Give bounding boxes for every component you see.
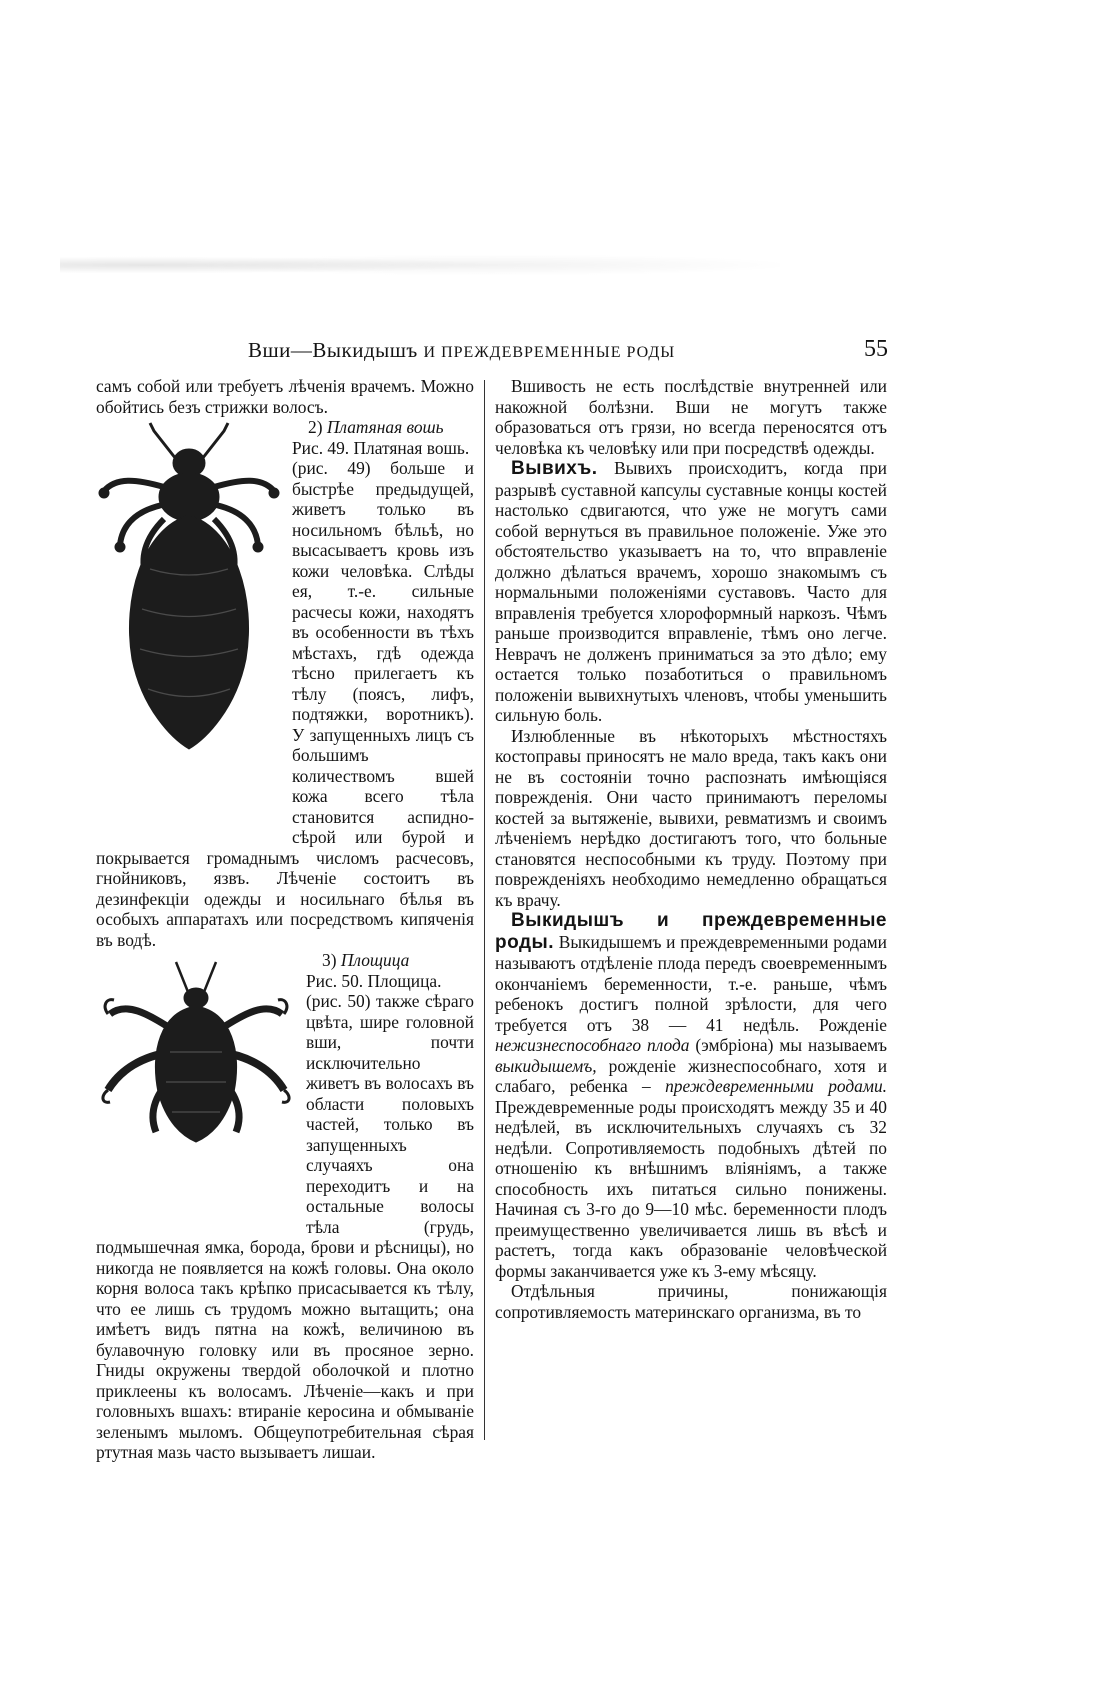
term-miscarriage: выкидышемъ, — [495, 1055, 597, 1076]
figure-50 — [96, 952, 296, 1218]
header-title — [248, 338, 675, 363]
miscarriage-text-a: Выкидышемъ и преждевременными родами называютъ отдѣленіе плода передъ своевременнымъ окончаніемъ беременности, т.-е. раньше, чѣмъ ребенокъ достигъ полной зрѣлости, для чего требуется отъ 38 — 41 недѣль. Рожденіе — [495, 931, 887, 1035]
item-number: 3) — [322, 950, 337, 970]
page-number: 55 — [864, 336, 888, 362]
figure-49 — [96, 419, 282, 839]
left-column — [96, 376, 474, 1463]
miscarriage-text-c: рожденіе жизнеспособнаго, хотя и слабаго, ребенка – — [495, 1055, 887, 1096]
paragraph: Излюбленные въ нѣкоторыхъ мѣстностяхъ костоправы приносятъ не мало вреда, такъ какъ они не въ состояніи точно распознать имѣющіяся поврежденія. Они часто принимаютъ переломы костей за вытяженіе, вывихи, ревматизмъ и своимъ лѣченіемъ нерѣдко достигаютъ того, что больные становятся неспособными къ труду. Поэтому при поврежденіяхъ необходимо немедленно обращаться къ врачу. — [495, 725, 887, 910]
dislocation-text: Вывихъ происходитъ, когда при разрывѣ суставной капсулы суставные концы костей настолько сдвигаются, что уже не могутъ сами собой вернуться въ правильное положеніе. Уже это обстоятельство указываетъ на то, что вправленіе должно дѣлаться врачемъ, хорошо знакомымъ съ нормальными положеніями суставовъ. Часто для вправленія требуется хлороформный наркозъ. Чѣмъ раньше производится вправленіе, тѣмъ оно легче. Неврачъ не долженъ приниматься за это дѣло; ему остается только позаботиться о правильномъ положеніи вывихнутыхъ членовъ, чтобы уменьшить сильную боль. — [495, 458, 887, 725]
header-title-main: Вши—Выкидышъ — [248, 338, 418, 362]
paragraph-crab-louse — [96, 950, 474, 971]
paragraph-body-louse — [96, 417, 474, 438]
running-header — [248, 338, 888, 370]
right-column — [495, 376, 887, 1322]
paragraph: Отдѣльныя причины, понижающія сопротивляемость материнскаго организма, въ то — [495, 1281, 887, 1322]
paragraph: Вшивость не есть послѣдствіе внутренней или накожной болѣзни. Вши не могутъ также образоваться отъ грязи, но всегда переносятся отъ человѣка къ человѣку или при посредствѣ одежды. — [495, 376, 887, 458]
miscarriage-text-b: (эмбріона) мы называемъ — [695, 1035, 887, 1055]
term-premature-birth: преждевременными родами. — [665, 1076, 887, 1096]
item-number: 2) — [308, 417, 323, 437]
section-heading-dislocation: Вывихъ. — [511, 458, 598, 479]
figure-49-caption: Рис. 49. Платяная вошь. — [292, 437, 470, 458]
body-louse-illustration — [96, 419, 282, 779]
column-divider — [484, 380, 485, 1440]
section-heading-miscarriage: Выкидышъ и преждевременные роды. — [495, 910, 887, 953]
term-crab-louse: Площица — [340, 950, 410, 970]
figure-50-caption: Рис. 50. Площица. — [306, 970, 442, 991]
paragraph-dislocation — [495, 458, 887, 726]
paragraph-miscarriage — [495, 910, 887, 1281]
header-title-sub: И ПРЕЖДЕВРЕМЕННЫЕ РОДЫ — [423, 344, 676, 361]
term-body-louse: Платяная вошь — [326, 417, 444, 437]
crab-louse-text: (рис. 50) также сѣраго цвѣта, шире головной вши, почти исключительно живетъ въ волосахъ въ области половыхъ частей, только въ запущенныхъ случаяхъ она переходитъ и на остальные волосы тѣла (грудь, подмышечная ямка, борода, брови и рѣсницы), но никогда не появляется на кожѣ головы. Она около корня волоса такъ крѣпко присасывается къ тѣлу, что ее лишь съ трудомъ можно вытащить; она имѣетъ видъ пятна на кожѣ, величиною въ булавочную головку или въ просяное зерно. Гниды окружены твердой оболочкой и плотно приклеены къ волосамъ. Лѣченіе—какъ и при головныхъ вшахъ: втираніе керосина и обмываніе зеленымъ мыломъ. Общеупотребительная сѣрая ртутная мазь часто вызываетъ лишаи. — [96, 991, 474, 1462]
term-nonviable-fetus: нежизнеспособнаго плода — [495, 1035, 690, 1055]
miscarriage-text-d: Преждевременные роды происходятъ между 35 и 40 недѣлей, въ исключительныхъ случаяхъ съ 32 недѣли. Сопротивляемость подобныхъ дѣтей по отношенію къ внѣшнимъ вліяніямъ, а также способность ихъ питаться сильно понижены. Начиная съ 3-го до 9—10 мѣс. беременности плодъ преимущественно увеличивается лишь въ вѣсѣ и растетъ, тогда какъ образованіе человѣческой формы заканчивается уже къ 3-ему мѣсяцу. — [495, 1096, 887, 1281]
print-smudge — [60, 250, 780, 280]
body-louse-text: (рис. 49) больше и быстрѣе предыдущей, живетъ только въ носильномъ бѣльѣ, но высасываетъ кровь изъ кожи человѣка. Слѣды ея, т.-е. сильные расчесы кожи, находятъ въ особенности въ тѣхъ мѣстахъ, гдѣ одежда тѣсно прилегаетъ къ тѣлу (поясъ, лифъ, подтяжки, воротникъ). У запущенныхъ лицъ съ большимъ количествомъ вшей кожа всего тѣла становится аспидно-сѣрой или бурой и покрывается громаднымъ числомъ расчесовъ, гнойниковъ, язвъ. Лѣченіе состоитъ въ дезинфекціи одежды и носильнаго бѣлья въ особыхъ аппаратахъ или посредствомъ кипяченія въ водѣ. — [96, 458, 474, 950]
paragraph: самъ собой или требуетъ лѣченія врачемъ. Можно обойтись безъ стрижки волосъ. — [96, 376, 474, 417]
crab-louse-illustration — [96, 952, 296, 1172]
